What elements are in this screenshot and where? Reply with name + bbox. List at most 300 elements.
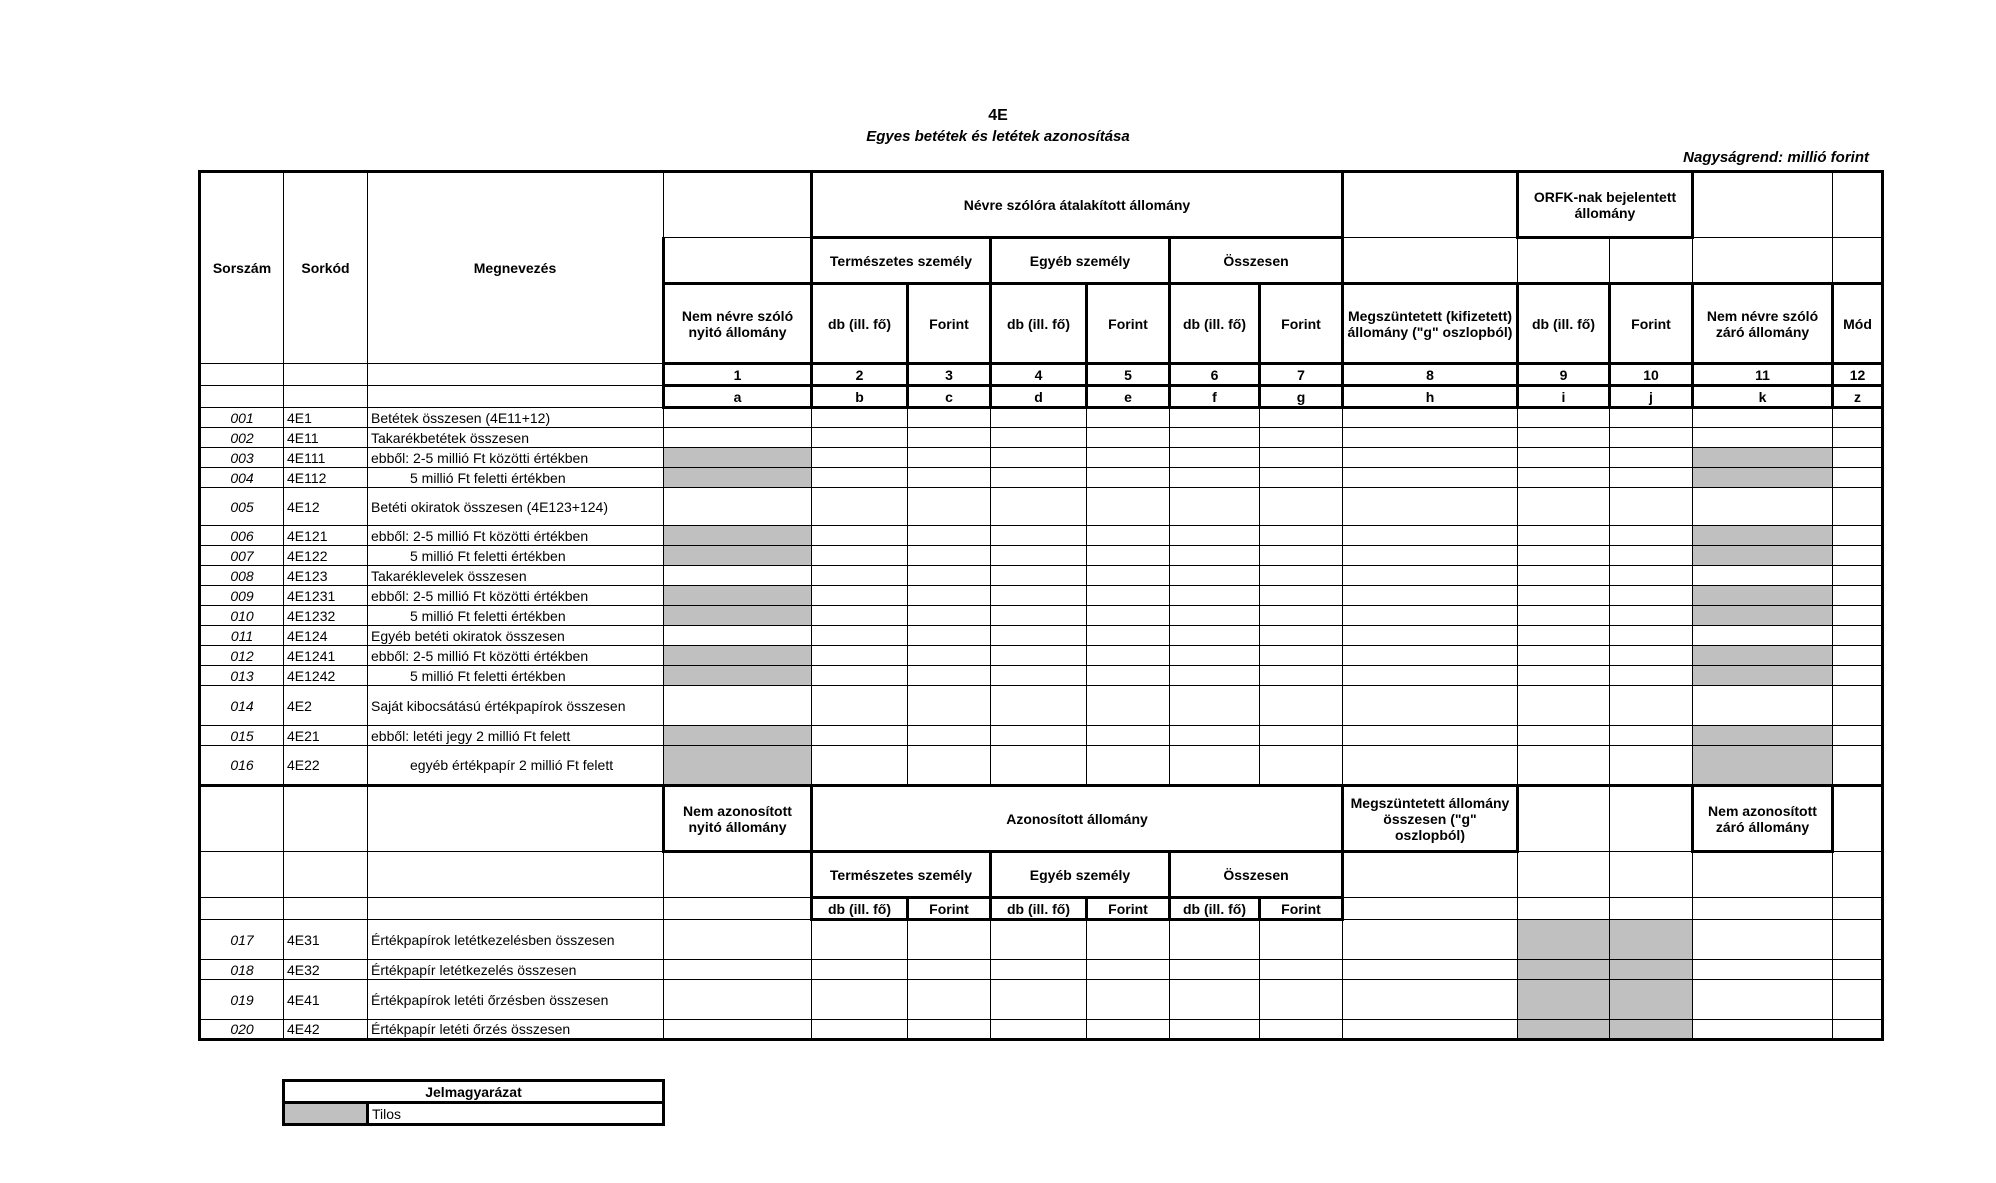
header2-db: db (ill. fő) xyxy=(991,898,1087,920)
data-cell[interactable] xyxy=(664,686,812,726)
forbidden-cell[interactable] xyxy=(1518,1020,1610,1040)
data-cell[interactable] xyxy=(1610,606,1693,626)
forbidden-cell[interactable] xyxy=(1693,646,1833,666)
row-name: ebből: 2-5 millió Ft közötti értékben xyxy=(368,526,664,546)
data-cell[interactable] xyxy=(908,746,991,786)
header2-open: Nem azonosított nyitó állomány xyxy=(664,786,812,852)
data-cell[interactable] xyxy=(1343,960,1518,980)
data-cell[interactable] xyxy=(1833,726,1883,746)
data-cell[interactable] xyxy=(664,960,812,980)
data-cell[interactable] xyxy=(1260,666,1343,686)
column-number: 8 xyxy=(1343,364,1518,386)
data-cell[interactable] xyxy=(1833,606,1883,626)
data-cell[interactable] xyxy=(991,646,1087,666)
data-cell[interactable] xyxy=(664,920,812,960)
data-cell[interactable] xyxy=(1343,546,1518,566)
data-cell[interactable] xyxy=(1260,920,1343,960)
data-cell[interactable] xyxy=(1087,526,1170,546)
data-cell[interactable] xyxy=(1833,428,1883,448)
data-cell[interactable] xyxy=(991,626,1087,646)
form-title: Egyes betétek és letétek azonosítása xyxy=(866,128,1130,145)
forbidden-cell[interactable] xyxy=(664,586,812,606)
table-row xyxy=(200,686,1883,726)
data-cell[interactable] xyxy=(1260,626,1343,646)
data-cell[interactable] xyxy=(1833,626,1883,646)
data-cell[interactable] xyxy=(1087,468,1170,488)
data-cell[interactable] xyxy=(1343,726,1518,746)
data-cell[interactable] xyxy=(812,408,908,428)
data-cell[interactable] xyxy=(1170,646,1260,666)
data-cell[interactable] xyxy=(991,488,1087,526)
data-cell[interactable] xyxy=(1833,666,1883,686)
data-cell[interactable] xyxy=(812,428,908,448)
data-cell[interactable] xyxy=(1610,408,1693,428)
data-cell[interactable] xyxy=(1610,726,1693,746)
data-cell[interactable] xyxy=(1260,428,1343,448)
data-cell[interactable] xyxy=(1087,686,1170,726)
data-cell[interactable] xyxy=(1833,920,1883,960)
row-code: 4E121 xyxy=(284,526,368,546)
data-cell[interactable] xyxy=(991,920,1087,960)
row-name: Értékpapírok letétkezelésben összesen xyxy=(368,920,664,960)
data-cell[interactable] xyxy=(1260,408,1343,428)
data-cell[interactable] xyxy=(1610,526,1693,546)
row-number: 019 xyxy=(200,980,284,1020)
data-cell[interactable] xyxy=(1343,468,1518,488)
data-cell[interactable] xyxy=(1170,448,1260,468)
data-cell[interactable] xyxy=(812,746,908,786)
data-cell[interactable] xyxy=(1518,606,1610,626)
data-cell[interactable] xyxy=(1260,586,1343,606)
header-close-balance: Nem névre szóló záró állomány xyxy=(1693,284,1833,364)
table-row xyxy=(200,566,1883,586)
data-cell[interactable] xyxy=(1833,586,1883,606)
data-cell[interactable] xyxy=(1343,428,1518,448)
data-cell[interactable] xyxy=(991,468,1087,488)
data-cell[interactable] xyxy=(908,980,991,1020)
data-cell[interactable] xyxy=(1260,546,1343,566)
data-cell[interactable] xyxy=(812,1020,908,1040)
data-cell[interactable] xyxy=(812,666,908,686)
data-cell[interactable] xyxy=(1693,686,1833,726)
row-name: Értékpapír letéti őrzés összesen xyxy=(368,1020,664,1040)
data-cell[interactable] xyxy=(1833,1020,1883,1040)
data-cell[interactable] xyxy=(812,488,908,526)
data-cell[interactable] xyxy=(664,566,812,586)
header-forint: Forint xyxy=(1260,284,1343,364)
data-cell[interactable] xyxy=(1170,626,1260,646)
data-cell[interactable] xyxy=(1260,686,1343,726)
data-cell[interactable] xyxy=(1833,448,1883,468)
header-megnevezes: Megnevezés xyxy=(368,172,664,364)
data-cell[interactable] xyxy=(991,586,1087,606)
forbidden-cell[interactable] xyxy=(1610,980,1693,1020)
data-cell[interactable] xyxy=(1260,646,1343,666)
data-cell[interactable] xyxy=(1610,746,1693,786)
table-row xyxy=(200,726,1883,746)
data-cell[interactable] xyxy=(1087,448,1170,468)
header-db: db (ill. fő) xyxy=(1170,284,1260,364)
header2-total: Összesen xyxy=(1170,852,1343,898)
data-cell[interactable] xyxy=(1087,488,1170,526)
data-cell[interactable] xyxy=(1610,646,1693,666)
forbidden-cell[interactable] xyxy=(1693,468,1833,488)
data-cell[interactable] xyxy=(1170,488,1260,526)
forbidden-cell[interactable] xyxy=(1693,448,1833,468)
data-cell[interactable] xyxy=(1518,488,1610,526)
data-cell[interactable] xyxy=(812,448,908,468)
data-cell[interactable] xyxy=(991,546,1087,566)
data-cell[interactable] xyxy=(908,960,991,980)
data-cell[interactable] xyxy=(1833,746,1883,786)
data-cell[interactable] xyxy=(991,606,1087,626)
data-cell[interactable] xyxy=(1260,566,1343,586)
forbidden-cell[interactable] xyxy=(664,526,812,546)
data-cell[interactable] xyxy=(1170,726,1260,746)
data-cell[interactable] xyxy=(1833,408,1883,428)
data-cell[interactable] xyxy=(1260,746,1343,786)
forbidden-cell[interactable] xyxy=(664,546,812,566)
data-cell[interactable] xyxy=(812,726,908,746)
unit-note: Nagyságrend: millió forint xyxy=(1683,149,1869,166)
data-cell[interactable] xyxy=(1087,746,1170,786)
data-cell[interactable] xyxy=(1343,980,1518,1020)
data-cell[interactable] xyxy=(1693,428,1833,448)
data-cell[interactable] xyxy=(664,626,812,646)
data-cell[interactable] xyxy=(1833,468,1883,488)
row-code: 4E1 xyxy=(284,408,368,428)
data-cell[interactable] xyxy=(664,1020,812,1040)
data-cell[interactable] xyxy=(991,408,1087,428)
data-cell[interactable] xyxy=(1170,960,1260,980)
data-cell[interactable] xyxy=(1087,546,1170,566)
data-cell[interactable] xyxy=(1087,606,1170,626)
data-cell[interactable] xyxy=(664,980,812,1020)
data-cell[interactable] xyxy=(1170,566,1260,586)
forbidden-cell[interactable] xyxy=(1693,746,1833,786)
data-cell[interactable] xyxy=(1087,920,1170,960)
data-cell[interactable] xyxy=(908,666,991,686)
data-cell[interactable] xyxy=(908,428,991,448)
data-cell[interactable] xyxy=(812,468,908,488)
data-cell[interactable] xyxy=(664,408,812,428)
data-cell[interactable] xyxy=(991,726,1087,746)
table-row xyxy=(200,666,1883,686)
forbidden-cell[interactable] xyxy=(664,468,812,488)
data-cell[interactable] xyxy=(1170,408,1260,428)
row-number: 011 xyxy=(200,626,284,646)
row-code: 4E32 xyxy=(284,960,368,980)
data-cell[interactable] xyxy=(1693,1020,1833,1040)
header2-identified: Azonosított állomány xyxy=(812,786,1343,852)
data-cell[interactable] xyxy=(1260,526,1343,546)
data-cell[interactable] xyxy=(812,606,908,626)
data-cell[interactable] xyxy=(1170,1020,1260,1040)
data-cell[interactable] xyxy=(1087,646,1170,666)
data-cell[interactable] xyxy=(1610,686,1693,726)
data-cell[interactable] xyxy=(812,526,908,546)
row-number: 016 xyxy=(200,746,284,786)
data-cell[interactable] xyxy=(908,726,991,746)
data-cell[interactable] xyxy=(1518,448,1610,468)
data-cell[interactable] xyxy=(1343,666,1518,686)
data-cell[interactable] xyxy=(1170,526,1260,546)
data-cell[interactable] xyxy=(1170,686,1260,726)
data-cell[interactable] xyxy=(991,1020,1087,1040)
data-cell[interactable] xyxy=(1693,980,1833,1020)
data-cell[interactable] xyxy=(1170,546,1260,566)
row-code: 4E31 xyxy=(284,920,368,960)
forbidden-cell[interactable] xyxy=(1693,606,1833,626)
data-cell[interactable] xyxy=(1260,468,1343,488)
data-cell[interactable] xyxy=(1170,746,1260,786)
forbidden-cell[interactable] xyxy=(664,448,812,468)
data-cell[interactable] xyxy=(1610,586,1693,606)
data-cell[interactable] xyxy=(1087,428,1170,448)
data-cell[interactable] xyxy=(1518,546,1610,566)
data-cell[interactable] xyxy=(1260,960,1343,980)
table-row xyxy=(200,546,1883,566)
data-cell[interactable] xyxy=(1833,980,1883,1020)
forbidden-cell[interactable] xyxy=(1518,920,1610,960)
header2-close: Nem azonosított záró állomány xyxy=(1693,786,1833,852)
data-cell[interactable] xyxy=(812,546,908,566)
data-cell[interactable] xyxy=(1343,606,1518,626)
data-cell[interactable] xyxy=(991,428,1087,448)
forbidden-cell[interactable] xyxy=(1610,960,1693,980)
data-cell[interactable] xyxy=(908,408,991,428)
column-letter: d xyxy=(991,386,1087,408)
data-cell[interactable] xyxy=(908,586,991,606)
column-number: 6 xyxy=(1170,364,1260,386)
table-row xyxy=(200,586,1883,606)
data-cell[interactable] xyxy=(908,626,991,646)
data-cell[interactable] xyxy=(1343,626,1518,646)
data-cell[interactable] xyxy=(1260,726,1343,746)
data-cell[interactable] xyxy=(1343,920,1518,960)
data-cell[interactable] xyxy=(812,920,908,960)
data-cell[interactable] xyxy=(1518,726,1610,746)
data-cell[interactable] xyxy=(1833,646,1883,666)
data-cell[interactable] xyxy=(812,980,908,1020)
header2-db: db (ill. fő) xyxy=(1170,898,1260,920)
data-cell[interactable] xyxy=(908,566,991,586)
data-cell[interactable] xyxy=(1087,980,1170,1020)
data-cell[interactable] xyxy=(1518,408,1610,428)
header-total: Összesen xyxy=(1170,238,1343,284)
data-cell[interactable] xyxy=(908,686,991,726)
row-number: 018 xyxy=(200,960,284,980)
data-cell[interactable] xyxy=(991,686,1087,726)
data-cell[interactable] xyxy=(1343,586,1518,606)
data-cell[interactable] xyxy=(1087,666,1170,686)
column-letter: g xyxy=(1260,386,1343,408)
data-cell[interactable] xyxy=(1170,920,1260,960)
data-cell[interactable] xyxy=(1693,626,1833,646)
forbidden-cell[interactable] xyxy=(1693,666,1833,686)
column-number: 9 xyxy=(1518,364,1610,386)
column-number: 7 xyxy=(1260,364,1343,386)
data-cell[interactable] xyxy=(1170,586,1260,606)
data-cell[interactable] xyxy=(1833,686,1883,726)
data-cell[interactable] xyxy=(664,488,812,526)
row-code: 4E112 xyxy=(284,468,368,488)
data-cell[interactable] xyxy=(1693,960,1833,980)
data-cell[interactable] xyxy=(1693,920,1833,960)
data-cell[interactable] xyxy=(1610,488,1693,526)
forbidden-cell[interactable] xyxy=(1610,1020,1693,1040)
data-cell[interactable] xyxy=(991,526,1087,546)
data-cell[interactable] xyxy=(908,488,991,526)
data-cell[interactable] xyxy=(1343,488,1518,526)
forbidden-cell[interactable] xyxy=(664,606,812,626)
data-cell[interactable] xyxy=(991,980,1087,1020)
header2-other-person: Egyéb személy xyxy=(991,852,1170,898)
data-cell[interactable] xyxy=(1518,746,1610,786)
data-cell[interactable] xyxy=(1693,408,1833,428)
data-cell[interactable] xyxy=(908,1020,991,1040)
data-cell[interactable] xyxy=(1343,646,1518,666)
data-cell[interactable] xyxy=(1833,546,1883,566)
data-cell[interactable] xyxy=(1833,488,1883,526)
header-other-person: Egyéb személy xyxy=(991,238,1170,284)
forbidden-cell[interactable] xyxy=(664,646,812,666)
data-cell[interactable] xyxy=(991,960,1087,980)
forbidden-cell[interactable] xyxy=(1693,526,1833,546)
data-cell[interactable] xyxy=(1610,626,1693,646)
data-cell[interactable] xyxy=(1170,428,1260,448)
forbidden-cell[interactable] xyxy=(664,726,812,746)
data-cell[interactable] xyxy=(991,448,1087,468)
data-cell[interactable] xyxy=(908,468,991,488)
row-number: 004 xyxy=(200,468,284,488)
header-open-balance: Nem névre szóló nyitó állomány xyxy=(664,284,812,364)
row-name: Értékpapírok letéti őrzésben összesen xyxy=(368,980,664,1020)
forbidden-cell[interactable] xyxy=(1518,980,1610,1020)
data-cell[interactable] xyxy=(1610,448,1693,468)
data-cell[interactable] xyxy=(812,586,908,606)
forbidden-cell[interactable] xyxy=(664,666,812,686)
data-cell[interactable] xyxy=(1518,586,1610,606)
data-cell[interactable] xyxy=(1260,448,1343,468)
table-row xyxy=(200,468,1883,488)
data-cell[interactable] xyxy=(1087,960,1170,980)
data-cell[interactable] xyxy=(1343,746,1518,786)
data-cell[interactable] xyxy=(1087,626,1170,646)
row-number: 005 xyxy=(200,488,284,526)
table-row xyxy=(200,526,1883,546)
data-cell[interactable] xyxy=(1693,488,1833,526)
data-cell[interactable] xyxy=(1260,1020,1343,1040)
data-cell[interactable] xyxy=(991,566,1087,586)
data-cell[interactable] xyxy=(1518,468,1610,488)
data-cell[interactable] xyxy=(1693,566,1833,586)
header-db: db (ill. fő) xyxy=(991,284,1087,364)
data-cell[interactable] xyxy=(1087,586,1170,606)
data-cell[interactable] xyxy=(1343,566,1518,586)
data-cell[interactable] xyxy=(908,546,991,566)
forbidden-cell[interactable] xyxy=(664,746,812,786)
data-cell[interactable] xyxy=(1170,666,1260,686)
forbidden-cell[interactable] xyxy=(1610,920,1693,960)
column-number: 2 xyxy=(812,364,908,386)
data-cell[interactable] xyxy=(1170,606,1260,626)
data-cell[interactable] xyxy=(1610,666,1693,686)
data-cell[interactable] xyxy=(812,566,908,586)
column-letter: k xyxy=(1693,386,1833,408)
data-cell[interactable] xyxy=(1518,686,1610,726)
data-cell[interactable] xyxy=(1518,428,1610,448)
data-cell[interactable] xyxy=(812,626,908,646)
row-name: Betéti okiratok összesen (4E123+124) xyxy=(368,488,664,526)
data-cell[interactable] xyxy=(1343,686,1518,726)
data-cell[interactable] xyxy=(1087,1020,1170,1040)
data-cell[interactable] xyxy=(991,666,1087,686)
forbidden-cell[interactable] xyxy=(1518,960,1610,980)
data-cell[interactable] xyxy=(1087,408,1170,428)
data-cell[interactable] xyxy=(1610,428,1693,448)
data-cell[interactable] xyxy=(664,428,812,448)
data-cell[interactable] xyxy=(1518,666,1610,686)
form-code: 4E xyxy=(988,107,1008,124)
data-cell[interactable] xyxy=(1260,606,1343,626)
forbidden-cell[interactable] xyxy=(1693,726,1833,746)
row-code: 4E11 xyxy=(284,428,368,448)
table-row xyxy=(200,606,1883,626)
data-cell[interactable] xyxy=(908,920,991,960)
data-cell[interactable] xyxy=(812,960,908,980)
data-cell[interactable] xyxy=(1610,566,1693,586)
data-cell[interactable] xyxy=(1087,726,1170,746)
data-cell[interactable] xyxy=(1518,566,1610,586)
data-cell[interactable] xyxy=(908,646,991,666)
header2-natural-person: Természetes személy xyxy=(812,852,991,898)
report-table xyxy=(198,170,1884,1041)
data-cell[interactable] xyxy=(1833,566,1883,586)
forbidden-cell[interactable] xyxy=(1693,586,1833,606)
data-cell[interactable] xyxy=(1170,980,1260,1020)
legend-swatch xyxy=(284,1103,368,1125)
data-cell[interactable] xyxy=(1343,448,1518,468)
row-number: 010 xyxy=(200,606,284,626)
column-letter: i xyxy=(1518,386,1610,408)
data-cell[interactable] xyxy=(908,526,991,546)
data-cell[interactable] xyxy=(1518,626,1610,646)
data-cell[interactable] xyxy=(1610,546,1693,566)
data-cell[interactable] xyxy=(1610,468,1693,488)
row-code: 4E22 xyxy=(284,746,368,786)
data-cell[interactable] xyxy=(1833,960,1883,980)
data-cell[interactable] xyxy=(812,646,908,666)
data-cell[interactable] xyxy=(1343,526,1518,546)
data-cell[interactable] xyxy=(1260,980,1343,1020)
data-cell[interactable] xyxy=(908,606,991,626)
data-cell[interactable] xyxy=(1833,526,1883,546)
data-cell[interactable] xyxy=(1518,526,1610,546)
data-cell[interactable] xyxy=(812,686,908,726)
data-cell[interactable] xyxy=(1343,1020,1518,1040)
data-cell[interactable] xyxy=(991,746,1087,786)
data-cell[interactable] xyxy=(1518,646,1610,666)
row-number: 013 xyxy=(200,666,284,686)
data-cell[interactable] xyxy=(1087,566,1170,586)
data-cell[interactable] xyxy=(1260,488,1343,526)
data-cell[interactable] xyxy=(1343,408,1518,428)
data-cell[interactable] xyxy=(908,448,991,468)
forbidden-cell[interactable] xyxy=(1693,546,1833,566)
header-named-group: Névre szólóra átalakított állomány xyxy=(812,172,1343,238)
data-cell[interactable] xyxy=(1170,468,1260,488)
